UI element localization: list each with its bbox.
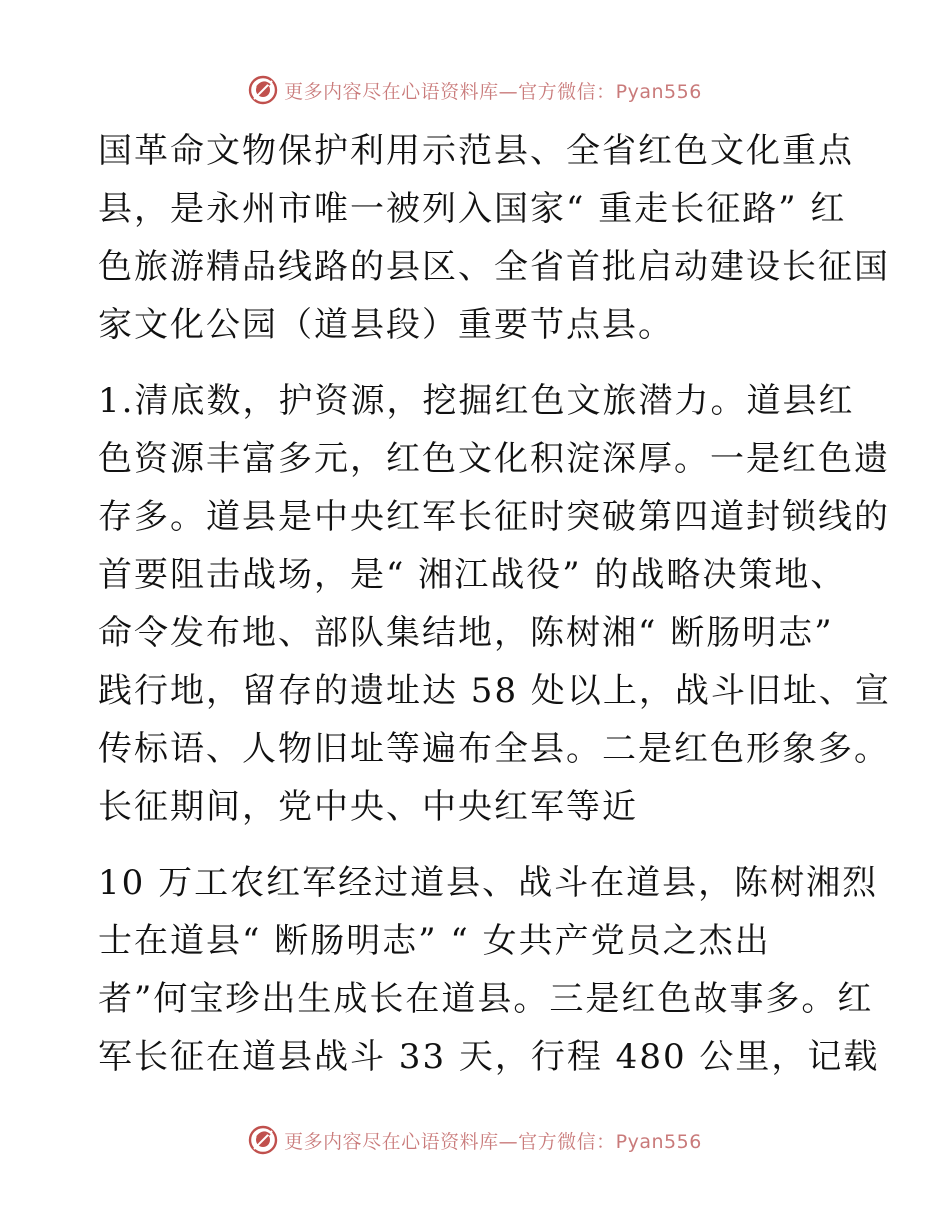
text-line: 命令发布地、部队集结地，陈树湘“ 断肠明志”	[98, 613, 834, 653]
text-line: 10 万工农红军经过道县、战斗在道县，陈树湘烈	[98, 863, 879, 903]
footer-watermark	[0, 1120, 950, 1160]
paragraph	[98, 122, 890, 354]
header-watermark	[0, 70, 950, 110]
text-line: 传标语、人物旧址等遍布全县。二是红色形象多。	[98, 729, 890, 769]
document-body	[98, 122, 891, 1086]
text-line: 色资源丰富多元，红色文化积淀深厚。一是红色遗	[98, 439, 890, 479]
text-line: 长征期间，党中央、中央红军等近	[98, 787, 638, 827]
text-line: 士在道县“ 断肠明志” “ 女共产党员之杰出	[98, 921, 771, 961]
paragraph	[98, 372, 891, 836]
text-line: 县，是永州市唯一被列入国家“ 重走长征路” 红	[98, 189, 847, 229]
text-line: 色旅游精品线路的县区、全省首批启动建设长征国	[98, 247, 890, 287]
text-line: 国革命文物保护利用示范县、全省红色文化重点	[98, 131, 854, 171]
text-line: 首要阻击战场，是“ 湘江战役” 的战略决策地、	[98, 555, 847, 595]
watermark-text: 更多内容尽在心语资料库—官方微信：Pyan556	[284, 1130, 702, 1153]
text-line: 家文化公园（道县段）重要节点县。	[98, 305, 674, 345]
text-line: 者”何宝珍出生成长在道县。三是红色故事多。红	[98, 979, 874, 1019]
text-line: 践行地，留存的遗址达 58 处以上，战斗旧址、宣	[98, 671, 891, 711]
text-line: 存多。道县是中央红军长征时突破第四道封锁线的	[98, 497, 890, 537]
paragraph	[98, 854, 880, 1086]
seal-logo-icon	[248, 1125, 278, 1155]
seal-logo-icon	[248, 75, 278, 105]
watermark-text: 更多内容尽在心语资料库—官方微信：Pyan556	[284, 80, 702, 103]
text-line: 军长征在道县战斗 33 天，行程 480 公里，记载	[98, 1037, 880, 1077]
text-line: 1.清底数，护资源，挖掘红色文旅潜力。道县红	[98, 381, 855, 421]
